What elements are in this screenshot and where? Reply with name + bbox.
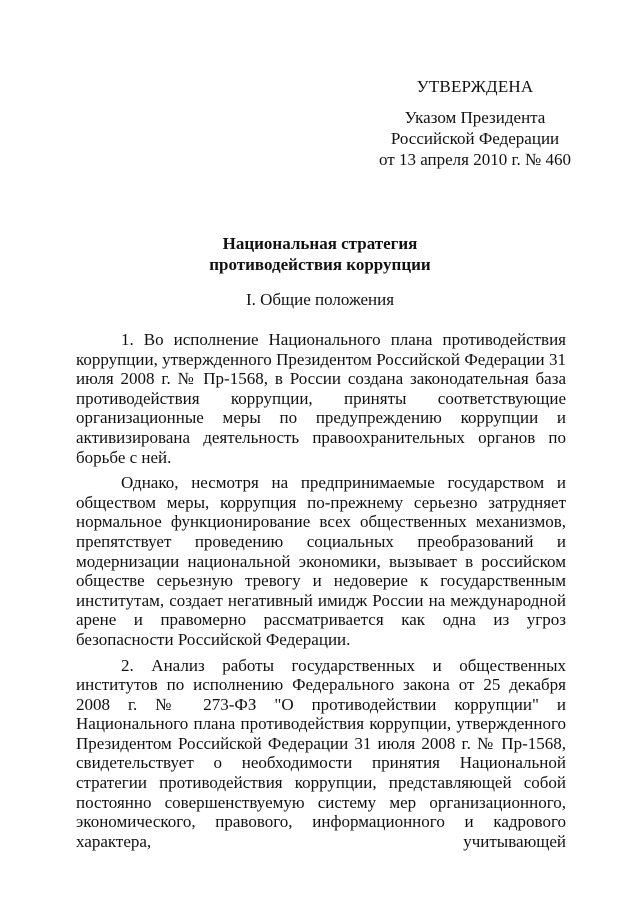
document-title-line-1: Национальная стратегия [222,234,418,253]
approval-line-country: Российской Федерации [390,129,560,148]
document-title [60,233,580,275]
section-heading: I. Общие положения [245,290,395,309]
paragraph-1: 1. Во исполнение Национального плана противодействия коррупции, утвержденного Президентом Российской Федерации 31 июля 2008 г. № Пр-1568, в России создана законодательная база противодействия коррупции, приняты соответствующие организационные меры по предупреждению коррупции и активизирована деятельность правоохранительных органов по борьбе с ней. [76,330,566,467]
paragraph-2: Однако, несмотря на предпринимаемые государством и обществом меры, коррупция по-прежнему серьезно затрудняет нормальное функционирование всех общественных механизмов, препятствует проведению социальных преобразований и модернизации национальной экономики, вызывает в российском обществе серьезную тревогу и недоверие к государственным институтам, создает негативный имидж России на международной арене и правомерно рассматривается как одна из угроз безопасности Российской Федерации. [76,473,566,649]
approval-line-date: от 13 апреля 2010 г. № 460 [379,150,571,169]
approval-stamp: УТВЕРЖДЕНА [416,77,534,96]
paragraph-3: 2. Анализ работы государственных и общественных институтов по исполнению Федерального закона от 25 декабря 2008 г. № 273-ФЗ "О противодействии коррупции" и Национального плана противодействия коррупции, утвержденного Президентом Российской Федерации 31 июля 2008 г. № Пр-1568, свидетельствует о необходимости принятия Национальной стратегии противодействия коррупции, представляющей собой постоянно совершенствуемую систему мер организационного, экономического, правового, информационного и кадрового характера, учитывающей [76,655,566,851]
approval-block [360,76,590,170]
document-title-line-2: противодействия коррупции [209,255,431,274]
approval-line-decree: Указом Президента [404,108,546,127]
document-body [76,330,566,857]
